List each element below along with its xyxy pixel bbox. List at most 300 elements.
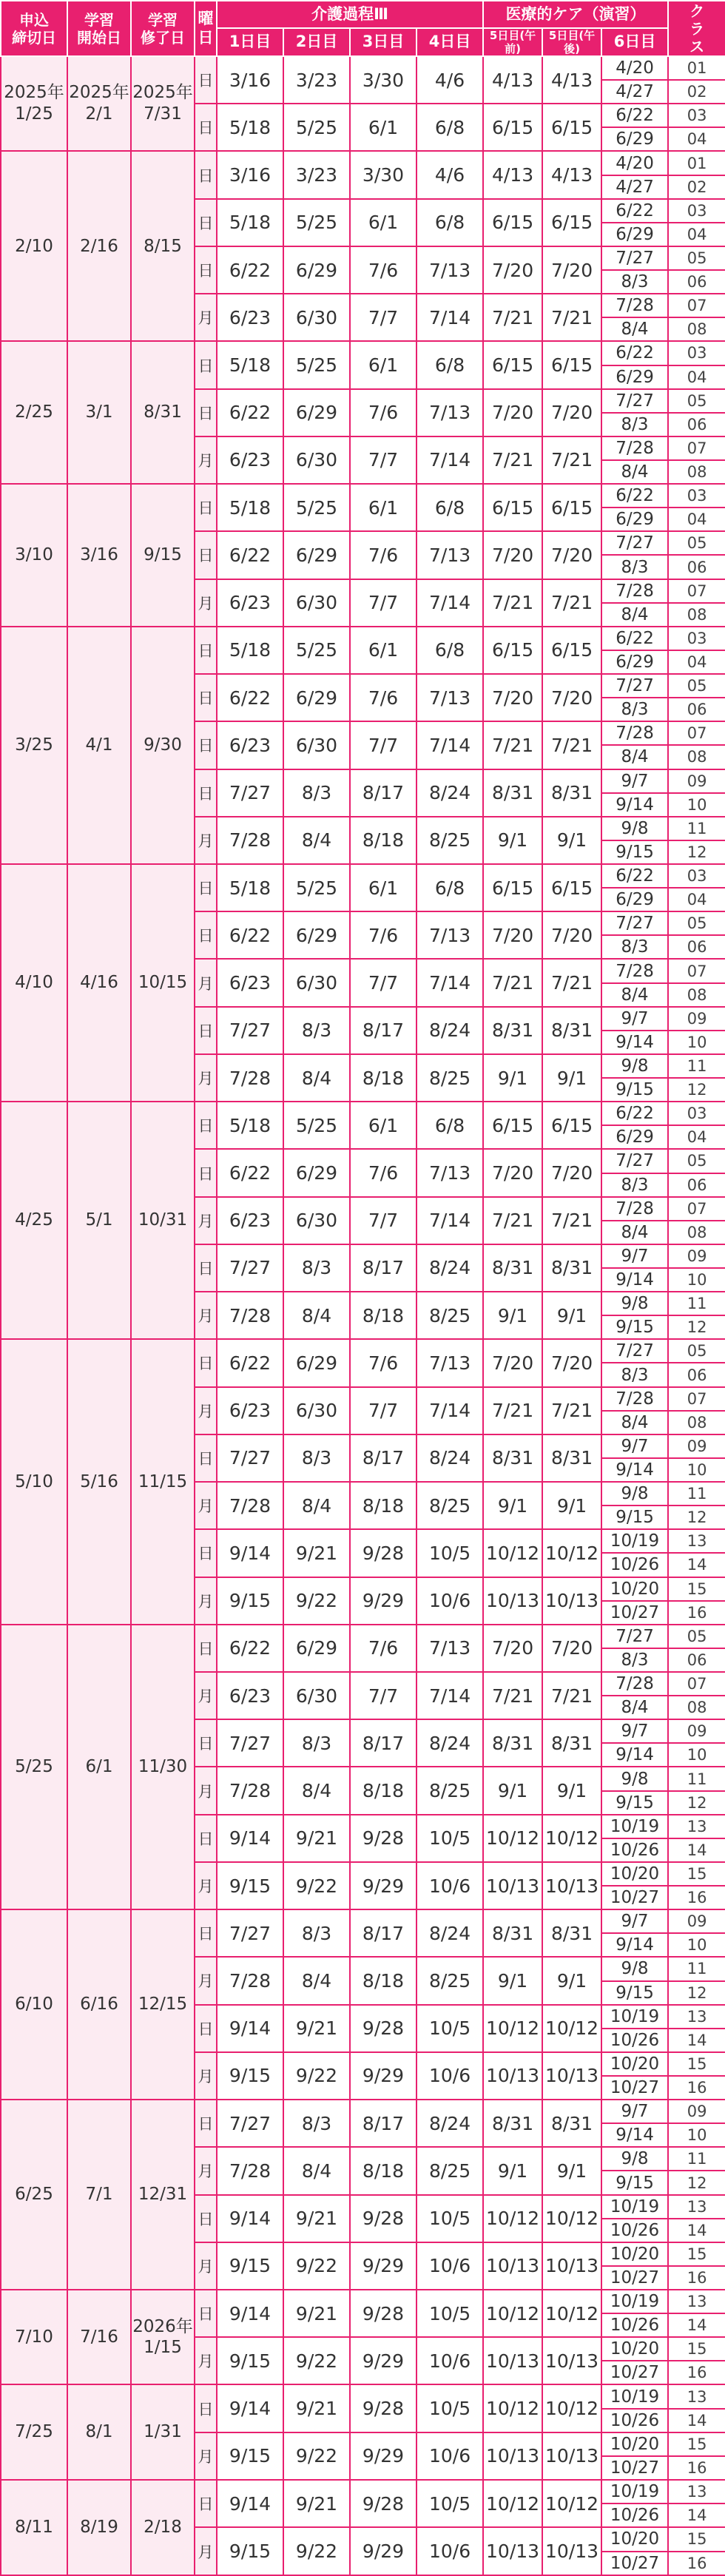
class-number-second: 06 [687,558,707,576]
day3-date: 6/1 [350,199,417,246]
day5-am-date: 7/21 [483,1197,542,1244]
day4-date: 8/24 [417,1434,483,1482]
weekday-cell: 日 [195,341,217,388]
day4-date: 10/6 [417,2337,483,2384]
day4-date: 10/5 [417,2384,483,2432]
weekday-cell: 日 [195,389,217,436]
day4-date: 8/25 [417,1054,483,1102]
day1-date: 9/15 [217,2337,283,2384]
day5-pm-date: 6/15 [542,341,601,388]
class-number-second: 14 [687,2411,707,2430]
day6-date-first: 7/28 [602,294,667,318]
class-numbers [668,911,725,959]
weekday-cell: 月 [195,1197,217,1244]
day6-date-first: 7/27 [602,1150,667,1173]
class-number-second: 04 [687,225,707,243]
day2-date: 6/29 [283,246,350,294]
day5-am-date: 8/31 [483,1909,542,1957]
class-numbers [668,1387,725,1434]
day3-date: 7/6 [350,1149,417,1196]
day3-date: 8/17 [350,1434,417,1482]
class-number-second: 08 [687,748,707,766]
class-number-first: 07 [669,1388,725,1412]
class-numbers [668,1434,725,1482]
day5-am-date: 8/31 [483,1007,542,1054]
day6-dates [601,1719,668,1767]
day6-date-first: 6/22 [602,1102,667,1126]
day1-date: 7/27 [217,1244,283,1292]
day4-date: 10/6 [417,2242,483,2290]
day5-pm-date: 7/21 [542,959,601,1006]
class-numbers [668,1054,725,1102]
day1-date: 5/18 [217,341,283,388]
day6-date-second: 6/29 [616,367,654,387]
day4-date: 8/24 [417,1007,483,1054]
class-number-second: 08 [687,1699,707,1717]
header-end: 学習 修了日 [131,1,195,56]
day5-pm-date: 7/20 [542,1339,601,1386]
weekday-cell: 日 [195,1719,217,1767]
class-numbers [668,1482,725,1529]
class-numbers [668,2290,725,2337]
day5-am-date: 9/1 [483,1767,542,1814]
day4-date: 8/24 [417,2100,483,2147]
class-number-first: 03 [669,200,725,223]
day3-date: 6/1 [350,1102,417,1149]
weekday-cell: 日 [195,627,217,674]
day5-pm-date: 9/1 [542,1482,601,1529]
day2-date: 5/25 [283,199,350,246]
day2-date: 6/30 [283,436,350,484]
study-end-date: 2025年 7/31 [131,56,195,151]
day2-date: 9/22 [283,1577,350,1625]
weekday-cell: 日 [195,2195,217,2242]
day6-dates [601,1862,668,1909]
header-day3: 3日目 [350,28,417,56]
day6-date-first: 9/8 [602,1055,667,1079]
day6-dates [601,864,668,911]
day5-am-date: 6/15 [483,627,542,674]
day6-date-first: 10/20 [602,2338,667,2361]
day6-date-second: 9/15 [616,2173,654,2193]
study-start-date: 2025年 2/1 [67,56,131,151]
day6-dates [601,1672,668,1719]
day6-date-second: 8/4 [621,1698,649,1718]
day6-date-first: 7/27 [602,390,667,414]
day5-pm-date: 8/31 [542,1719,601,1767]
day5-pm-date: 4/13 [542,151,601,198]
class-number-first: 09 [669,1245,725,1269]
day5-pm-date: 10/12 [542,2195,601,2242]
class-number-first: 15 [669,2053,725,2077]
header-class: ク ラ ス [668,1,725,56]
table-row [1,1339,725,1386]
day4-date: 7/13 [417,1625,483,1672]
class-numbers [668,1149,725,1196]
day6-date-first: 7/27 [602,1340,667,1363]
day2-date: 6/30 [283,959,350,1006]
class-number-first: 11 [669,1767,725,1791]
day4-date: 7/13 [417,1149,483,1196]
class-numbers [668,151,725,198]
class-numbers [668,769,725,817]
study-end-date: 12/15 [131,1909,195,2100]
day1-date: 7/28 [217,1482,283,1529]
day6-date-second: 9/15 [616,1983,654,2003]
weekday-cell: 月 [195,2527,217,2575]
weekday-cell: 日 [195,2100,217,2147]
table-row [1,56,725,104]
class-number-second: 06 [687,1651,707,1669]
day5-pm-date: 7/21 [542,721,601,769]
class-number-first: 09 [669,1435,725,1459]
day6-date-second: 4/27 [616,177,654,197]
day3-date: 8/17 [350,1719,417,1767]
deadline-date: 6/25 [1,2100,67,2290]
weekday-cell: 月 [195,2337,217,2384]
day4-date: 10/6 [417,1862,483,1909]
deadline-date: 2/10 [1,151,67,341]
day6-date-second: 9/14 [616,1032,654,1052]
day1-date: 6/23 [217,959,283,1006]
class-numbers [668,579,725,627]
day5-am-date: 10/13 [483,1862,542,1909]
class-number-second: 14 [687,2506,707,2525]
day5-am-date: 7/21 [483,1672,542,1719]
class-number-first: 07 [669,1198,725,1221]
day2-date: 5/25 [283,627,350,674]
day6-date-first: 10/20 [602,2433,667,2457]
day4-date: 6/8 [417,484,483,531]
day6-date-first: 9/7 [602,1435,667,1459]
day6-dates [601,1482,668,1529]
day1-date: 6/22 [217,531,283,579]
day6-dates [601,1767,668,1814]
class-number-second: 08 [687,463,707,482]
day6-date-second: 8/4 [621,462,649,482]
day6-date-first: 4/20 [602,152,667,175]
study-start-date: 4/16 [67,864,131,1102]
day1-date: 7/28 [217,1054,283,1102]
day5-am-date: 7/20 [483,1625,542,1672]
weekday-cell: 日 [195,104,217,151]
day6-date-first: 7/28 [602,960,667,983]
day6-date-second: 10/26 [610,2220,660,2240]
day6-date-second: 9/15 [616,1793,654,1813]
day2-date: 9/21 [283,2384,350,2432]
day6-date-second: 9/14 [616,795,654,815]
day3-date: 6/1 [350,627,417,674]
day2-date: 9/22 [283,2242,350,2290]
day4-date: 8/24 [417,769,483,817]
day6-date-second: 6/29 [616,1127,654,1147]
day6-dates [601,627,668,674]
day5-am-date: 8/31 [483,2100,542,2147]
class-number-first: 11 [669,1483,725,1506]
day6-date-second: 10/26 [610,1555,660,1575]
study-start-date: 2/16 [67,151,131,341]
day6-date-first: 6/22 [602,627,667,651]
day1-date: 9/15 [217,2052,283,2100]
day6-date-first: 6/22 [602,342,667,365]
class-numbers [668,1102,725,1149]
day1-date: 9/14 [217,2480,283,2527]
day6-date-second: 6/29 [616,224,654,244]
class-numbers [668,246,725,294]
day4-date: 8/25 [417,1482,483,1529]
class-number-first: 09 [669,1720,725,1744]
class-numbers [668,2527,725,2575]
day2-date: 6/29 [283,1625,350,1672]
day6-date-first: 4/20 [602,57,667,81]
day2-date: 6/29 [283,911,350,959]
day6-date-first: 10/19 [602,2481,667,2504]
day4-date: 10/6 [417,1577,483,1625]
day6-date-second: 8/3 [621,272,649,292]
day2-date: 6/30 [283,1387,350,1434]
header-deadline: 申込 締切日 [1,1,67,56]
day1-date: 9/14 [217,2384,283,2432]
weekday-cell: 月 [195,579,217,627]
day6-date-first: 9/8 [602,1767,667,1791]
class-number-second: 14 [687,1841,707,1859]
class-numbers [668,1957,725,2004]
study-end-date: 8/15 [131,151,195,341]
day3-date: 8/18 [350,1292,417,1339]
class-number-first: 09 [669,1008,725,1031]
day5-pm-date: 10/13 [542,2052,601,2100]
day3-date: 7/6 [350,911,417,959]
day1-date: 6/23 [217,294,283,341]
header-day5-am: 5日目(午前) [483,28,542,56]
day6-date-first: 9/8 [602,2148,667,2171]
day5-am-date: 10/12 [483,2005,542,2052]
day6-dates [601,2337,668,2384]
study-start-date: 7/1 [67,2100,131,2290]
day6-dates [601,769,668,817]
day3-date: 9/28 [350,2290,417,2337]
day3-date: 7/7 [350,579,417,627]
day5-am-date: 7/21 [483,436,542,484]
day3-date: 3/30 [350,151,417,198]
day5-pm-date: 7/20 [542,1625,601,1672]
class-number-first: 07 [669,437,725,461]
day3-date: 6/1 [350,104,417,151]
weekday-cell: 日 [195,2480,217,2527]
class-number-second: 16 [687,2079,707,2097]
day6-date-first: 9/7 [602,770,667,794]
day6-dates [601,1244,668,1292]
day6-dates [601,2242,668,2290]
table-row [1,2290,725,2337]
weekday-cell: 月 [195,1957,217,2004]
day1-date: 6/22 [217,246,283,294]
weekday-cell: 月 [195,959,217,1006]
class-numbers [668,389,725,436]
class-number-second: 10 [687,1746,707,1764]
day4-date: 7/14 [417,294,483,341]
class-numbers [668,104,725,151]
day4-date: 8/24 [417,1244,483,1292]
study-start-date: 6/1 [67,1625,131,1909]
header-care-process: 介護過程Ⅲ [217,1,483,28]
class-number-second: 12 [687,1318,707,1337]
class-numbers [668,56,725,104]
class-number-first: 09 [669,1910,725,1934]
day6-date-second: 10/26 [610,2316,660,2336]
deadline-date: 8/11 [1,2480,67,2575]
day5-pm-date: 6/15 [542,1102,601,1149]
day5-pm-date: 7/20 [542,389,601,436]
deadline-date: 6/10 [1,1909,67,2100]
class-number-first: 13 [669,2290,725,2314]
day1-date: 5/18 [217,199,283,246]
class-number-first: 05 [669,1625,725,1649]
day1-date: 7/27 [217,1719,283,1767]
class-numbers [668,1767,725,1814]
day5-pm-date: 8/31 [542,1434,601,1482]
day5-pm-date: 7/20 [542,246,601,294]
day5-pm-date: 6/15 [542,199,601,246]
day4-date: 6/8 [417,199,483,246]
class-number-second: 04 [687,1128,707,1147]
class-numbers [668,484,725,531]
day3-date: 9/28 [350,1529,417,1577]
day6-date-first: 10/19 [602,1530,667,1554]
day6-dates [601,1054,668,1102]
day5-pm-date: 7/20 [542,531,601,579]
day2-date: 9/21 [283,2005,350,2052]
day4-date: 6/8 [417,341,483,388]
day5-pm-date: 8/31 [542,1007,601,1054]
day1-date: 6/22 [217,1149,283,1196]
day6-dates [601,2384,668,2432]
day5-am-date: 6/15 [483,104,542,151]
day4-date: 6/8 [417,104,483,151]
day5-am-date: 10/13 [483,1577,542,1625]
study-end-date: 10/31 [131,1102,195,1339]
day2-date: 9/21 [283,1815,350,1862]
day1-date: 7/28 [217,1767,283,1814]
day3-date: 7/6 [350,1625,417,1672]
day6-dates [601,1149,668,1196]
day3-date: 8/18 [350,1957,417,2004]
day3-date: 9/28 [350,2384,417,2432]
day6-dates [601,2480,668,2527]
day6-date-first: 10/19 [602,2290,667,2314]
class-number-second: 12 [687,843,707,861]
weekday-cell: 日 [195,674,217,721]
study-end-date: 2026年 1/15 [131,2290,195,2384]
class-number-first: 05 [669,675,725,698]
day2-date: 6/30 [283,1672,350,1719]
day5-pm-date: 7/21 [542,1672,601,1719]
day5-am-date: 10/12 [483,2384,542,2432]
day2-date: 9/22 [283,2337,350,2384]
day2-date: 9/22 [283,2432,350,2480]
day5-pm-date: 7/20 [542,674,601,721]
class-number-second: 08 [687,320,707,339]
day3-date: 6/1 [350,864,417,911]
day2-date: 9/21 [283,1529,350,1577]
day6-dates [601,436,668,484]
table-row [1,484,725,531]
day5-pm-date: 6/15 [542,627,601,674]
day2-date: 5/25 [283,484,350,531]
day6-date-first: 9/7 [602,1910,667,1934]
day1-date: 9/14 [217,1815,283,1862]
class-numbers [668,1529,725,1577]
day6-date-second: 9/14 [616,1460,654,1480]
weekday-cell: 日 [195,1149,217,1196]
day5-am-date: 10/13 [483,2527,542,2575]
day6-dates [601,2290,668,2337]
day6-dates [601,246,668,294]
day4-date: 7/14 [417,1197,483,1244]
class-numbers [668,1862,725,1909]
study-end-date: 2/18 [131,2480,195,2575]
study-end-date: 11/30 [131,1625,195,1909]
weekday-cell: 月 [195,2052,217,2100]
day4-date: 7/13 [417,531,483,579]
day6-date-first: 6/22 [602,865,667,889]
day2-date: 6/30 [283,579,350,627]
header-weekday: 曜 日 [195,1,217,56]
study-start-date: 5/1 [67,1102,131,1339]
day5-am-date: 9/1 [483,1957,542,2004]
day6-dates [601,1815,668,1862]
class-number-first: 07 [669,722,725,746]
day1-date: 6/23 [217,1197,283,1244]
day5-am-date: 10/13 [483,2052,542,2100]
deadline-date: 5/25 [1,1625,67,1909]
class-number-second: 06 [687,701,707,719]
class-number-first: 15 [669,1863,725,1887]
class-number-second: 10 [687,1936,707,1955]
day3-date: 9/28 [350,2195,417,2242]
class-number-first: 05 [669,1150,725,1173]
day3-date: 9/29 [350,2527,417,2575]
day2-date: 9/21 [283,2290,350,2337]
day6-dates [601,1577,668,1625]
class-number-second: 12 [687,1508,707,1527]
weekday-cell: 月 [195,1577,217,1625]
weekday-cell: 月 [195,1767,217,1814]
weekday-cell: 日 [195,531,217,579]
day5-am-date: 8/31 [483,1719,542,1767]
class-numbers [668,1815,725,1862]
study-end-date: 10/15 [131,864,195,1102]
table-row [1,151,725,198]
weekday-cell: 月 [195,436,217,484]
day3-date: 8/17 [350,1007,417,1054]
day3-date: 8/18 [350,2147,417,2194]
weekday-cell: 日 [195,199,217,246]
class-number-second: 10 [687,1271,707,1289]
day6-dates [601,721,668,769]
class-numbers [668,1672,725,1719]
day6-date-second: 10/27 [610,2078,660,2098]
deadline-date: 2025年 1/25 [1,56,67,151]
day5-pm-date: 7/20 [542,1149,601,1196]
class-number-second: 16 [687,1889,707,1907]
day2-date: 3/23 [283,56,350,104]
day2-date: 9/22 [283,2052,350,2100]
day5-pm-date: 10/12 [542,2384,601,2432]
day3-date: 9/29 [350,2242,417,2290]
day6-date-first: 7/28 [602,722,667,746]
day5-am-date: 6/15 [483,1102,542,1149]
